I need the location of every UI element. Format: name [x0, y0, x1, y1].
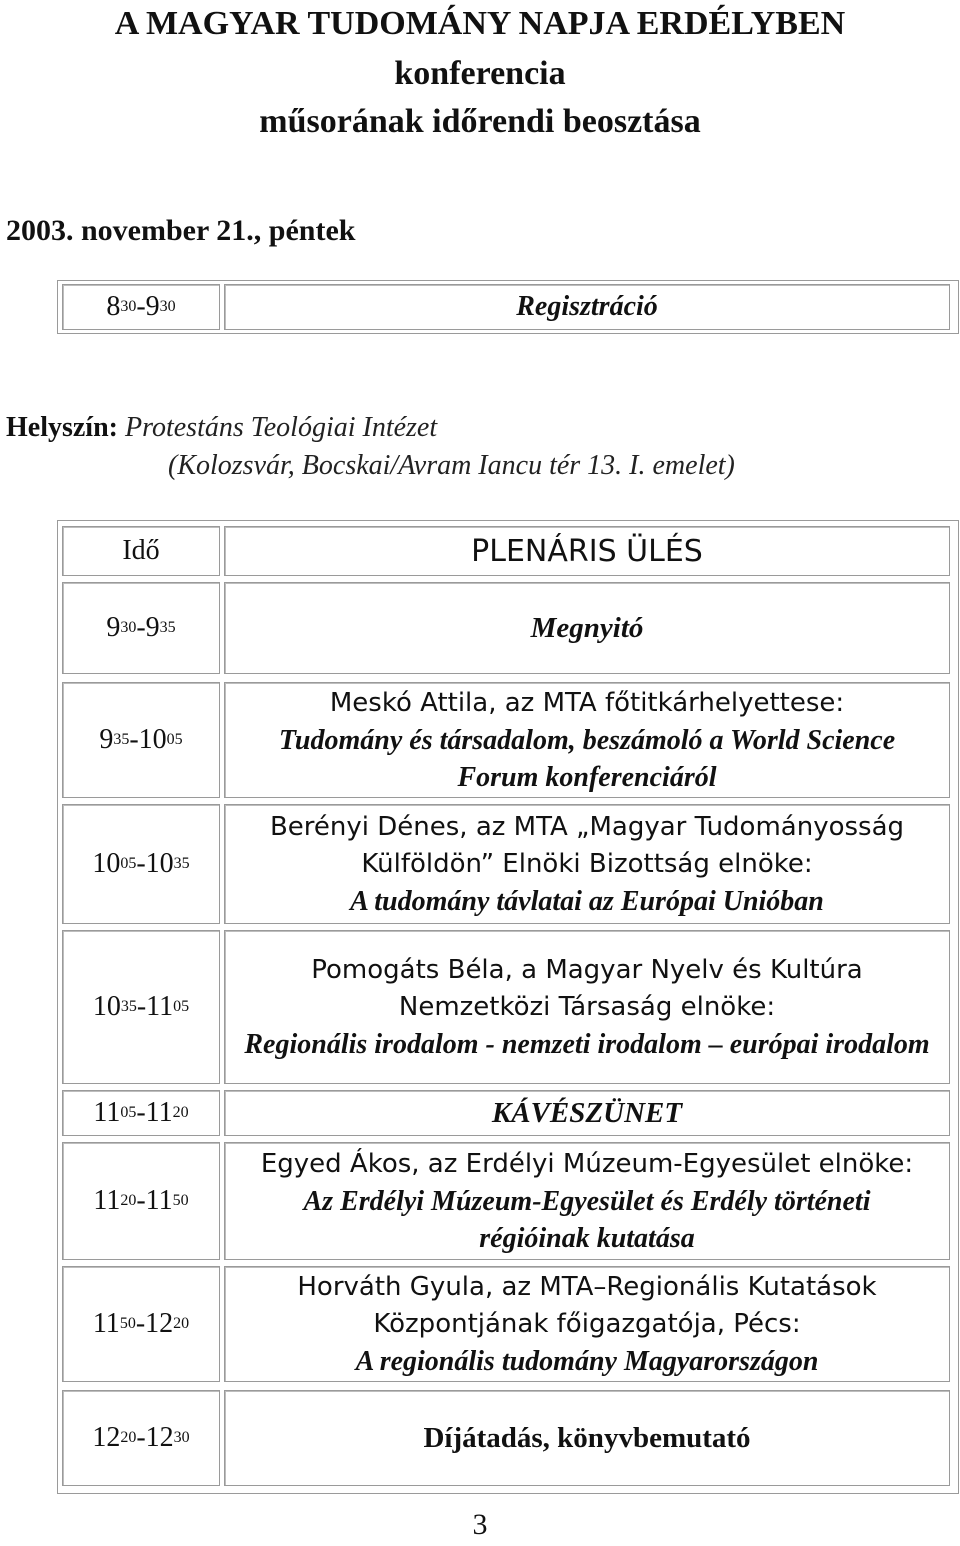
award-ceremony: Díjátadás, könyvbemutató — [224, 1390, 950, 1486]
talk-cell — [224, 682, 950, 798]
venue-place: Protestáns Teológiai Intézet — [125, 412, 438, 443]
header-time: Idő — [62, 526, 220, 576]
talk-title: A regionális tudomány Magyarországon — [355, 1345, 819, 1377]
document-title-line2: konferencia — [394, 55, 566, 92]
speaker-info: Egyed Ákos, az Erdélyi Múzeum-Egyesület elnöke: — [260, 1148, 914, 1179]
venue-label: Helyszín: — [6, 412, 118, 443]
document-title-line1: A MAGYAR TUDOMÁNY NAPJA ERDÉLYBEN — [114, 5, 846, 42]
header-session: PLENÁRIS ÜLÉS — [224, 526, 950, 576]
time-cell: 9 30 -9 35 — [62, 582, 220, 674]
time-cell: 10 05 -10 35 — [62, 804, 220, 924]
coffee-break: KÁVÉSZÜNET — [224, 1090, 950, 1136]
time-cell: 11 20 -11 50 — [62, 1142, 220, 1260]
speaker-info: Pomogáts Béla, a Magyar Nyelv és Kultúra Nemzetközi Társaság elnöke: — [311, 954, 863, 1022]
talk-title: Tudomány és társadalom, beszámoló a World Science Forum konferenciáról — [278, 724, 896, 793]
time-cell: 11 50 -12 20 — [62, 1266, 220, 1382]
registration-time: 8 30 -9 30 — [62, 284, 220, 330]
speaker-info: Horváth Gyula, az MTA–Regionális Kutatások Központjának főigazgatója, Pécs: — [297, 1271, 877, 1339]
talk-cell — [224, 1266, 950, 1382]
venue-address: (Kolozsvár, Bocskai/Avram Iancu tér 13. I. emelet) — [168, 450, 735, 481]
speaker-info: Berényi Dénes, az MTA „Magyar Tudományosság Külföldön” Elnöki Bizottság elnöke: — [269, 811, 905, 879]
talk-title: Regionális irodalom - nemzeti irodalom – európai irodalom — [244, 1028, 930, 1060]
speaker-info: Meskó Attila, az MTA főtitkárhelyettese: — [329, 687, 845, 718]
talk-title: A tudomány távlatai az Európai Unióban — [350, 885, 824, 917]
page-number: 3 — [472, 1508, 488, 1541]
time-cell: 12 20 -12 30 — [62, 1390, 220, 1486]
event-date: 2003. november 21., péntek — [6, 214, 356, 247]
registration-label: Regisztráció — [224, 284, 950, 330]
time-cell: 11 05 -11 20 — [62, 1090, 220, 1136]
talk-cell — [224, 1142, 950, 1260]
talk-cell — [224, 804, 950, 924]
time-cell: 10 35 -11 05 — [62, 930, 220, 1084]
venue-line — [6, 412, 437, 444]
time-cell: 9 35 -10 05 — [62, 682, 220, 798]
document-title-line3: műsorának időrendi beosztása — [259, 103, 701, 140]
opening-session: Megnyitó — [224, 582, 950, 674]
talk-cell — [224, 930, 950, 1084]
talk-title: Az Erdélyi Múzeum-Egyesület és Erdély történeti régióinak kutatása — [303, 1185, 871, 1254]
